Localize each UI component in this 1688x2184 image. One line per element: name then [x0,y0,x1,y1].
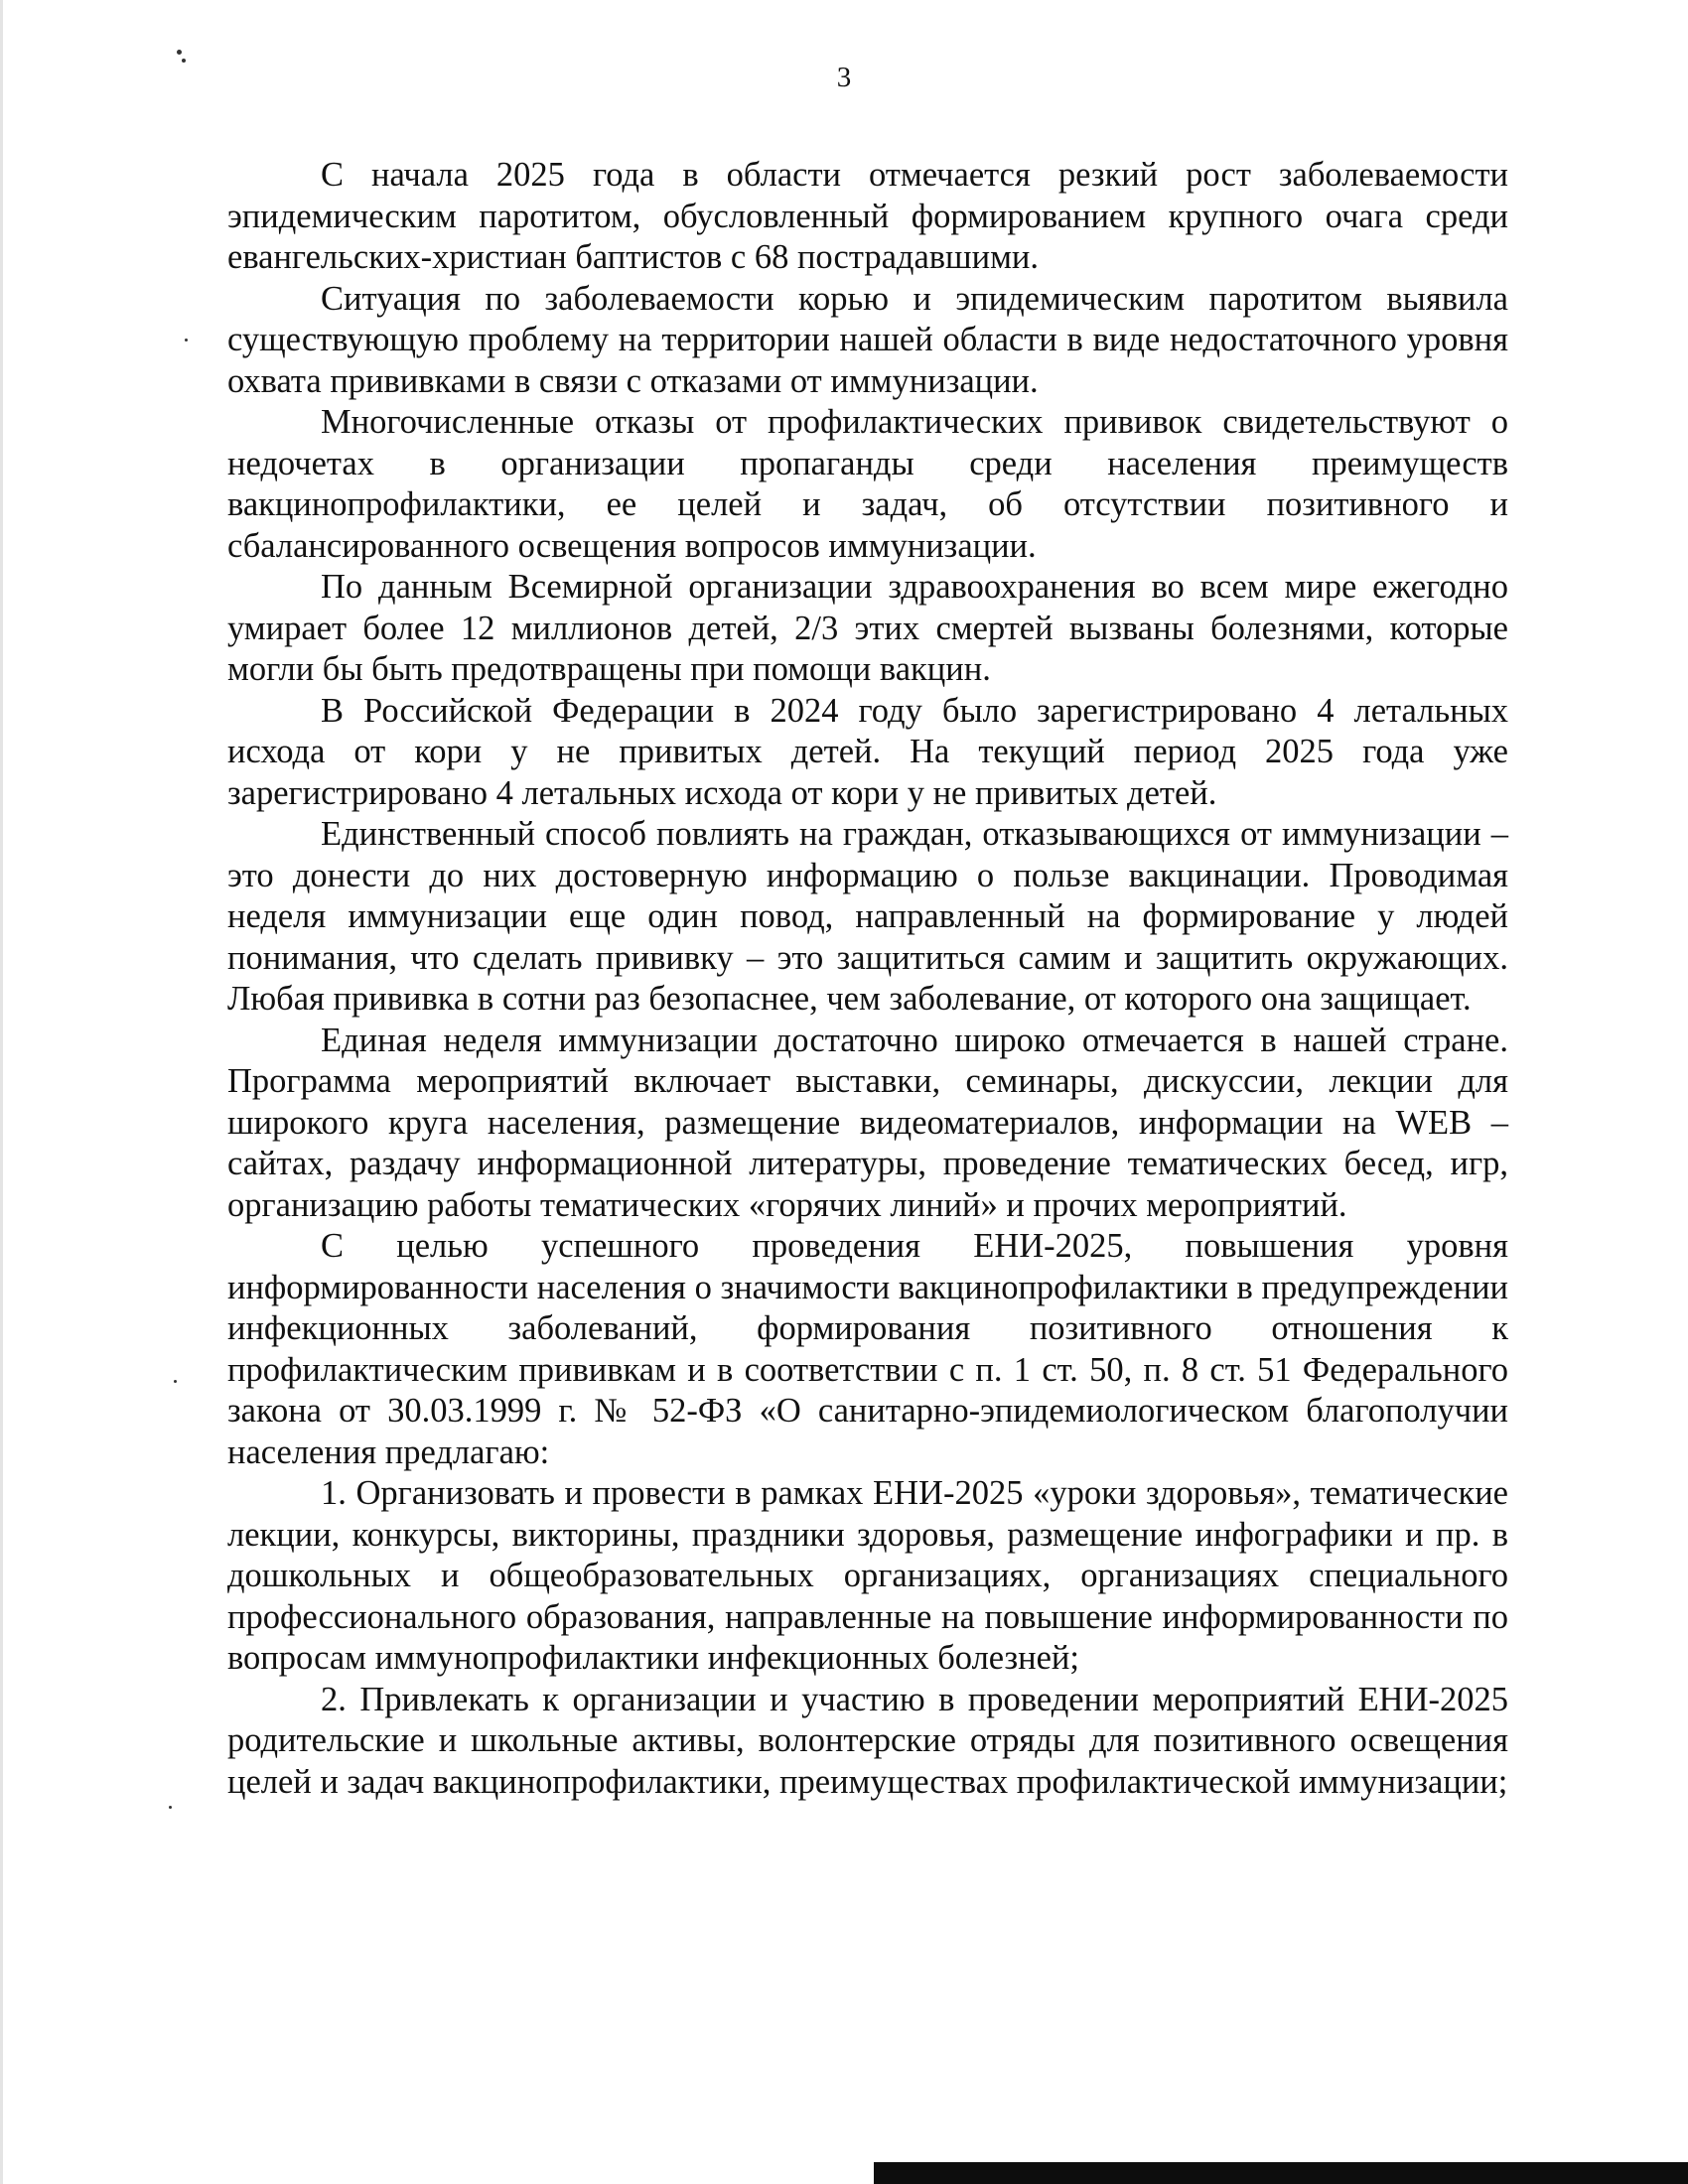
document-body [227,155,1508,1803]
paragraph-vaccine-refusals: Многочисленные отказы от профилактических прививок свидетельствуют о недочетах в организации пропаганды среди населения преимуществ вакцинопрофилактики, ее целей и задач, об отсутствии позитивного и сбалансированного освещения вопросов иммунизации. [227,403,1508,565]
paragraph-proposal-intro: С целью успешного проведения ЕНИ-2025, повышения уровня информированности населения о значимости вакцинопрофилактики в предупреждении инфекционных заболеваний, формирования позитивного отношения к профилактическим прививкам и в соответствии с п. 1 ст. 50, п. 8 ст. 51 Федерального закона от 30.03.1999 г. № 52-ФЗ «О санитарно-эпидемиологическом благополучии населения предлагаю: [227,1227,1508,1471]
paragraph-coverage-problem: Ситуация по заболеваемости корью и эпидемическим паротитом выявила существующую проблему на территории нашей области в виде недостаточного уровня охвата прививками в связи с отказами от иммунизации. [227,279,1508,400]
scan-speck [174,1380,177,1383]
page-number: 3 [836,62,852,93]
paragraph-item-1: 1. Организовать и провести в рамках ЕНИ-2025 «уроки здоровья», тематические лекции, конкурсы, викторины, праздники здоровья, размещение инфографики и пр. в дошкольных и общеобразовательных организациях, организациях специального профессионального образования, направленные на повышение информированности по вопросам иммунопрофилактики инфекционных болезней; [227,1474,1508,1677]
paragraph-item-2: 2. Привлекать к организации и участию в проведении мероприятий ЕНИ-2025 родительские и школьные активы, волонтерские отряды для позитивного освещения целей и задач вакцинопрофилактики, преимуществах профилактической иммунизации; [227,1680,1508,1801]
scan-edge-shadow [0,0,3,2184]
paragraph-measles-deaths: В Российской Федерации в 2024 году было зарегистрировано 4 летальных исхода от кори у не привитых детей. На текущий период 2025 года уже зарегистрировано 4 летальных исхода от кори у не привитых детей. [227,691,1508,812]
scan-speck [177,50,182,55]
paragraph-immunization-week: Единая неделя иммунизации достаточно широко отмечается в нашей стране. Программа мероприятий включает выставки, семинары, дискуссии, лекции для широкого круга населения, размещение видеоматериалов, информации на WEB – сайтах, раздачу информационной литературы, проведение тематических бесед, игр, организацию работы тематических «горячих линий» и прочих мероприятий. [227,1021,1508,1224]
paragraph-who-data: По данным Всемирной организации здравоохранения во всем мире ежегодно умирает более 12 миллионов детей, 2/3 этих смертей вызваны болезнями, которые могли бы быть предотвращены при помощи вакцин. [227,568,1508,688]
paragraph-mumps-outbreak: С начала 2025 года в области отмечается резкий рост заболеваемости эпидемическим паротитом, обусловленный формированием крупного очага среди евангельских-христиан баптистов с 68 пострадавшими. [227,156,1508,276]
scan-bottom-edge [874,2162,1688,2184]
paragraph-only-way: Единственный способ повлиять на граждан, отказывающихся от иммунизации – это донести до них достоверную информацию о пользе вакцинации. Проводимая неделя иммунизации еще один повод, направленный на формирование у людей понимания, что сделать прививку – это защититься самим и защитить окружающих. Любая прививка в сотни раз безопаснее, чем заболевание, от которого она защищает. [227,815,1508,1018]
scan-speck [185,339,188,341]
scan-speck [169,1806,172,1809]
